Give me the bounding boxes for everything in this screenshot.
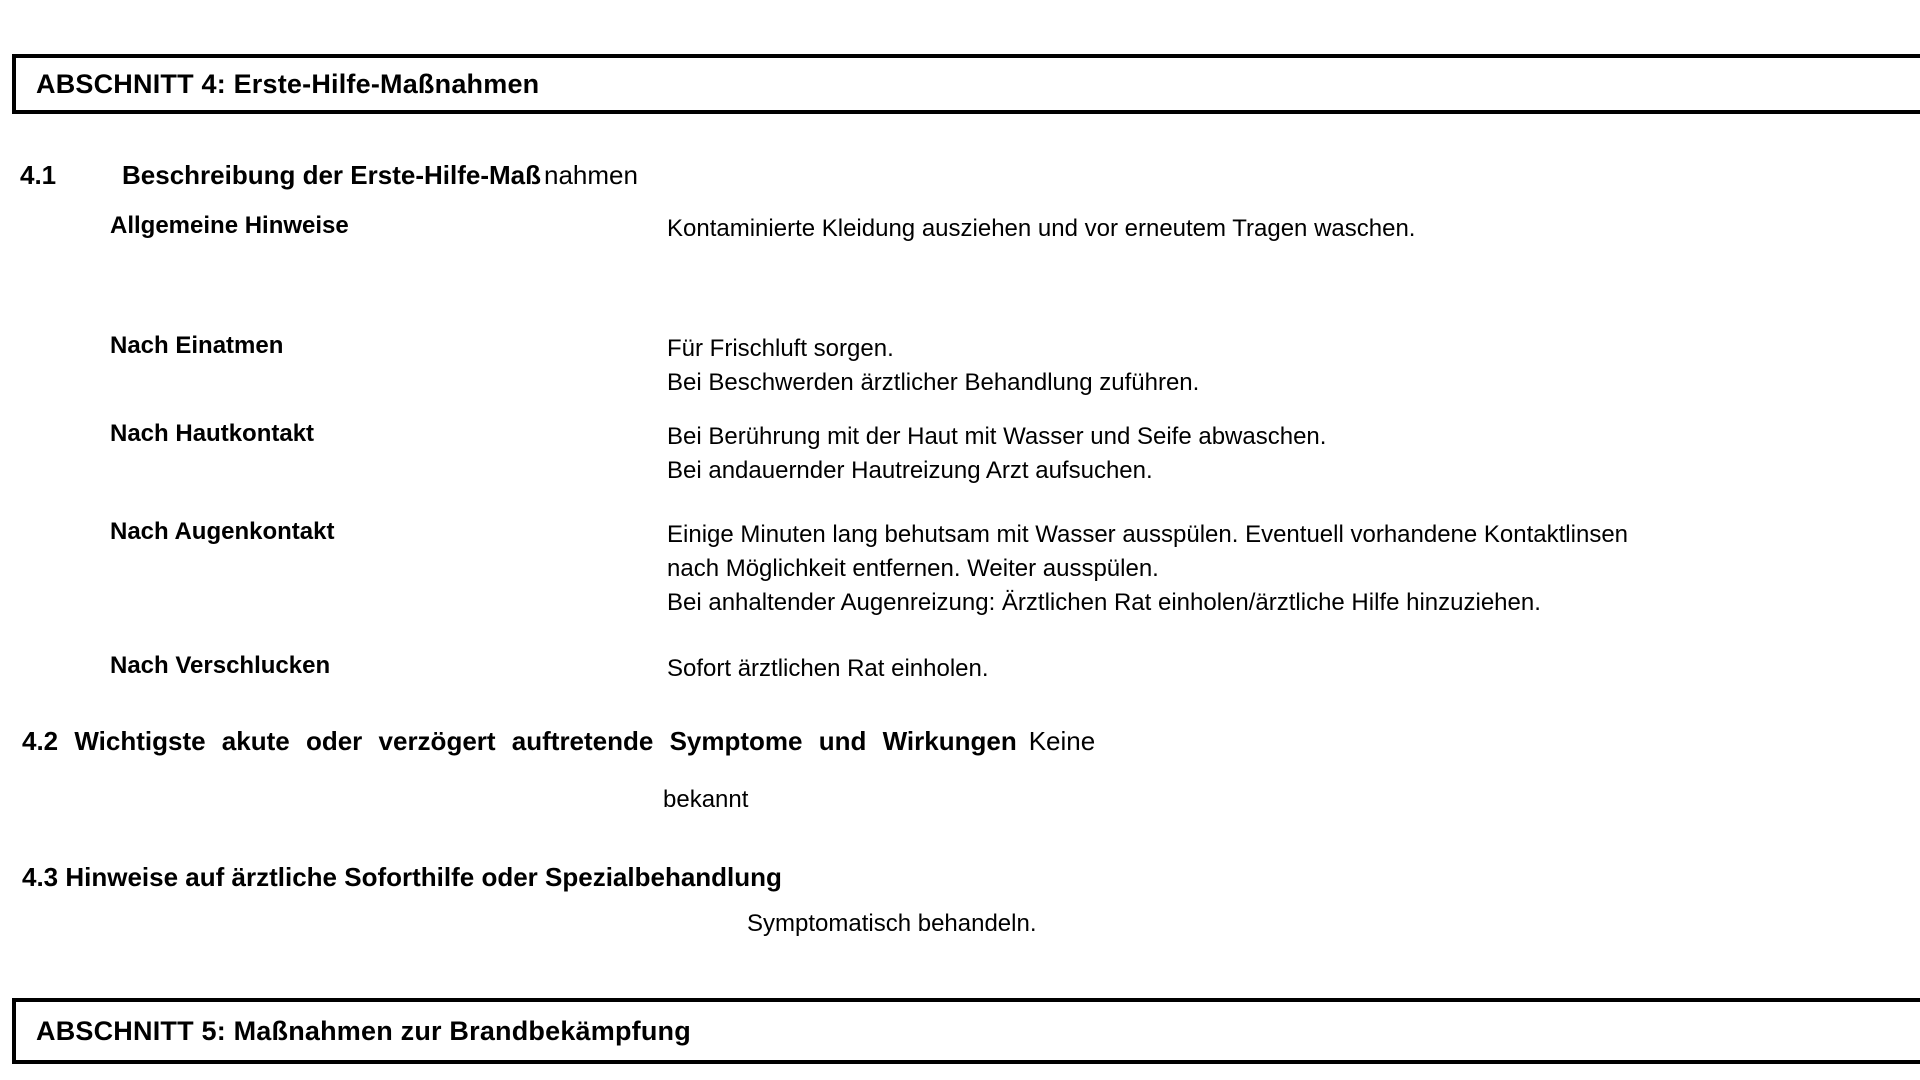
- section-4-1-title-bold: Beschreibung der Erste-Hilfe-Maß: [122, 160, 541, 190]
- label-nach-einatmen: Nach Einatmen: [110, 332, 284, 359]
- value-line: Kontaminierte Kleidung ausziehen und vor erneutem Tragen waschen.: [667, 215, 1416, 242]
- value-nach-verschlucken: [667, 652, 989, 686]
- section-4-1-title: [122, 160, 638, 191]
- value-allgemeine-hinweise: [667, 212, 1415, 246]
- section-4-2-heading: [22, 726, 1095, 757]
- section-5-header-title: ABSCHNITT 5: Maßnahmen zur Brandbekämpfung: [36, 1015, 691, 1046]
- value-nach-augenkontakt: [667, 518, 1628, 620]
- section-4-1-title-regular: nahmen: [543, 160, 638, 190]
- value-line: Bei andauernder Hautreizung Arzt aufsuchen.: [667, 457, 1153, 484]
- section-4-3-body: Symptomatisch behandeln.: [747, 910, 1037, 937]
- value-nach-einatmen: [667, 332, 1199, 400]
- section-4-1-number: 4.1: [20, 160, 57, 190]
- section-4-2-heading-tail: Keine: [1028, 726, 1096, 756]
- section-5-header-box: [12, 998, 1920, 1064]
- value-line: Einige Minuten lang behutsam mit Wasser ausspülen. Eventuell vorhandene Kontaktlinsen: [667, 521, 1629, 548]
- value-line: Bei Berührung mit der Haut mit Wasser und Seife abwaschen.: [667, 423, 1327, 450]
- section-4-header-box: [12, 54, 1920, 114]
- value-line: nach Möglichkeit entfernen. Weiter ausspülen.: [667, 555, 1159, 582]
- label-nach-hautkontakt: Nach Hautkontakt: [110, 420, 315, 447]
- label-allgemeine-hinweise: Allgemeine Hinweise: [110, 212, 349, 239]
- section-4-3-heading: 4.3 Hinweise auf ärztliche Soforthilfe oder Spezialbehandlung: [22, 862, 782, 892]
- section-4-2-continuation: bekannt: [663, 786, 749, 813]
- label-nach-augenkontakt: Nach Augenkontakt: [110, 518, 335, 545]
- label-nach-verschlucken: Nach Verschlucken: [110, 652, 331, 679]
- section-4-2-heading-bold: 4.2 Wichtigste akute oder verzögert auftretende Symptome und Wirkungen: [22, 726, 1017, 756]
- section-4-header-title: ABSCHNITT 4: Erste-Hilfe-Maßnahmen: [36, 68, 540, 99]
- value-line: Für Frischluft sorgen.: [667, 335, 894, 362]
- value-line: Bei anhaltender Augenreizung: Ärztlichen Rat einholen/ärztliche Hilfe hinzuziehen.: [667, 589, 1541, 616]
- value-nach-hautkontakt: [667, 420, 1326, 488]
- value-line: Bei Beschwerden ärztlicher Behandlung zuführen.: [667, 369, 1200, 396]
- value-line: Sofort ärztlichen Rat einholen.: [667, 655, 989, 682]
